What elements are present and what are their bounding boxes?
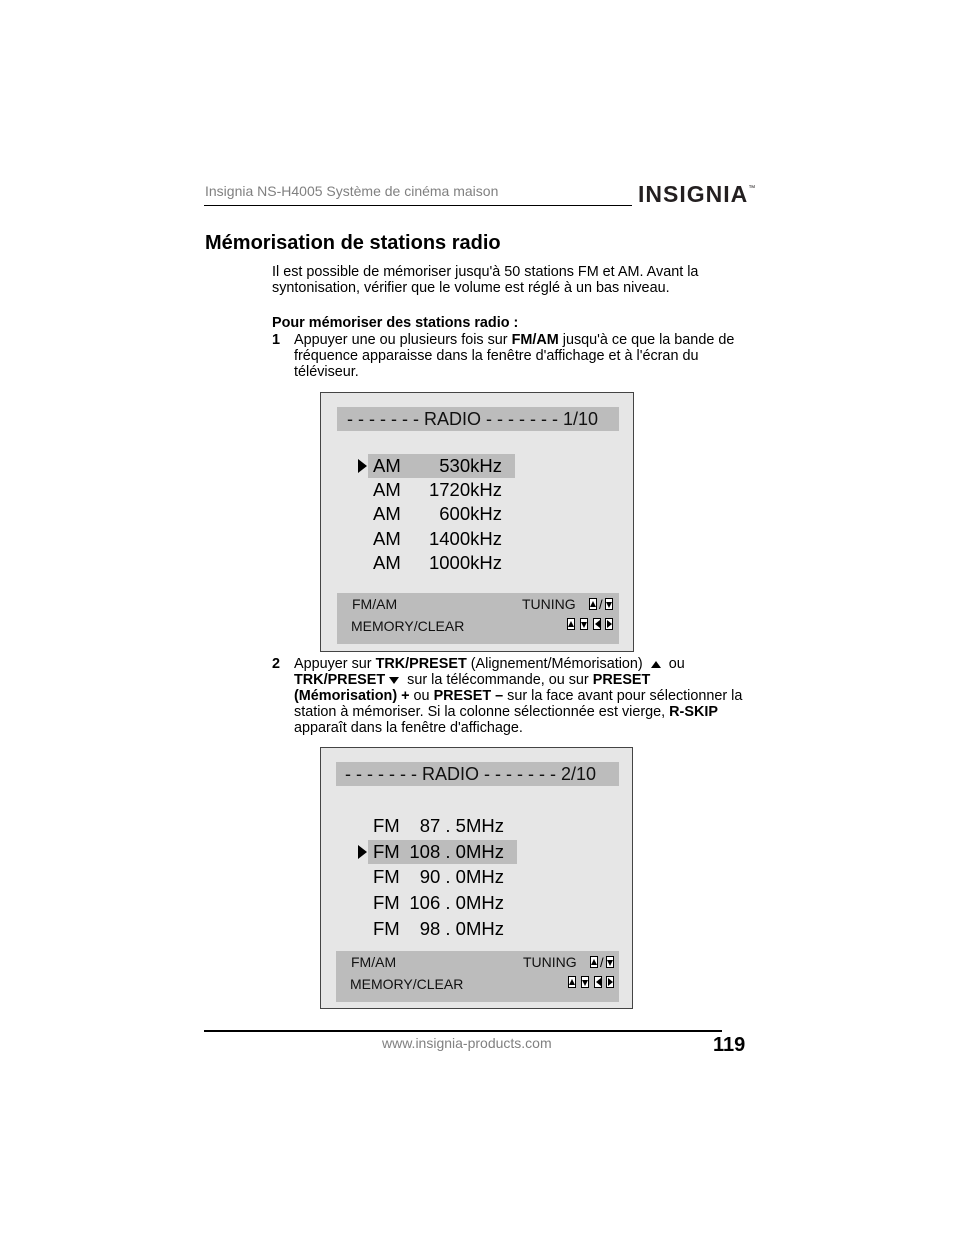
selection-cursor-icon xyxy=(358,459,367,473)
arrow-left-icon xyxy=(594,976,602,988)
triangle-down-icon xyxy=(389,677,399,684)
procedure-title: Pour mémoriser des stations radio : xyxy=(272,315,519,331)
page-number: 119 xyxy=(713,1034,746,1056)
section-title: Mémorisation de stations radio xyxy=(205,232,501,254)
station-row: AM 600kHz xyxy=(373,503,502,524)
slash-separator: / xyxy=(600,955,604,970)
slash-separator: / xyxy=(599,597,603,612)
screen-footer xyxy=(336,951,619,1002)
station-row: FM 87 . 5MHz xyxy=(373,815,504,836)
station-row: AM 1000kHz xyxy=(373,552,502,573)
header-rule xyxy=(204,205,632,206)
tuning-label: TUNING xyxy=(522,596,576,612)
insignia-logo xyxy=(638,181,755,208)
arrow-up-icon xyxy=(567,618,575,630)
arrow-down-icon xyxy=(606,956,614,968)
station-row: AM 1400kHz xyxy=(373,528,502,549)
intro-paragraph: Il est possible de mémoriser jusqu'à 50 stations FM et AM. Avant la syntonisation, vérifier que le volume est réglé à un bas niveau. xyxy=(272,264,699,296)
logo-text: INSIGNIA xyxy=(638,181,749,207)
screen-header: - - - - - - - RADIO - - - - - - - 2/10 xyxy=(336,762,619,786)
station-row: FM 90 . 0MHz xyxy=(373,866,504,887)
memory-clear-label: MEMORY/CLEAR xyxy=(350,976,464,992)
station-row: FM 98 . 0MHz xyxy=(373,918,504,939)
screen-header: - - - - - - - RADIO - - - - - - - 1/10 xyxy=(337,407,619,431)
station-row: FM 106 . 0MHz xyxy=(373,892,504,913)
arrow-up-icon xyxy=(568,976,576,988)
arrow-down-icon xyxy=(580,618,588,630)
arrow-left-icon xyxy=(593,618,601,630)
arrow-up-icon xyxy=(590,956,598,968)
tuning-label: TUNING xyxy=(523,954,577,970)
fm-am-label: FM/AM xyxy=(352,596,398,612)
running-header: Insignia NS-H4005 Système de cinéma maison xyxy=(205,183,499,199)
memory-clear-label: MEMORY/CLEAR xyxy=(351,618,465,634)
footer-rule xyxy=(204,1030,722,1032)
arrow-up-icon xyxy=(589,598,597,610)
fm-am-label: FM/AM xyxy=(351,954,397,970)
triangle-up-icon xyxy=(651,661,661,668)
arrow-right-icon xyxy=(605,618,613,630)
station-row: AM 530kHz xyxy=(368,454,515,478)
footer-url: www.insignia-products.com xyxy=(382,1035,552,1051)
step-1-number: 1 xyxy=(272,332,281,348)
radio-screen-2 xyxy=(320,747,633,1009)
step-2-text: Appuyer sur TRK/PRESET (Alignement/Mémorisation) ou TRK/PRESET sur la télécommande, ou sur PRESET (Mémorisation) + ou PRESET – sur la face avant pour sélectionner la station à mémoriser. Si la colonne sélectionnée est vierge, R-SKIP apparaît dans la fenêtre d'affichage. xyxy=(294,656,743,736)
step-2-number: 2 xyxy=(272,656,281,672)
arrow-down-icon xyxy=(605,598,613,610)
arrow-down-icon xyxy=(581,976,589,988)
arrow-right-icon xyxy=(606,976,614,988)
logo-trademark: ™ xyxy=(748,185,756,192)
station-row: AM 1720kHz xyxy=(373,479,502,500)
radio-screen-1 xyxy=(320,392,634,652)
selection-cursor-icon xyxy=(358,845,367,859)
screen-footer xyxy=(337,593,619,644)
station-row: FM 108 . 0MHz xyxy=(368,840,517,864)
step-1-text: Appuyer une ou plusieurs fois sur FM/AM jusqu'à ce que la bande de fréquence apparaisse dans la fenêtre d'affichage et à l'écran du téléviseur. xyxy=(294,332,735,380)
